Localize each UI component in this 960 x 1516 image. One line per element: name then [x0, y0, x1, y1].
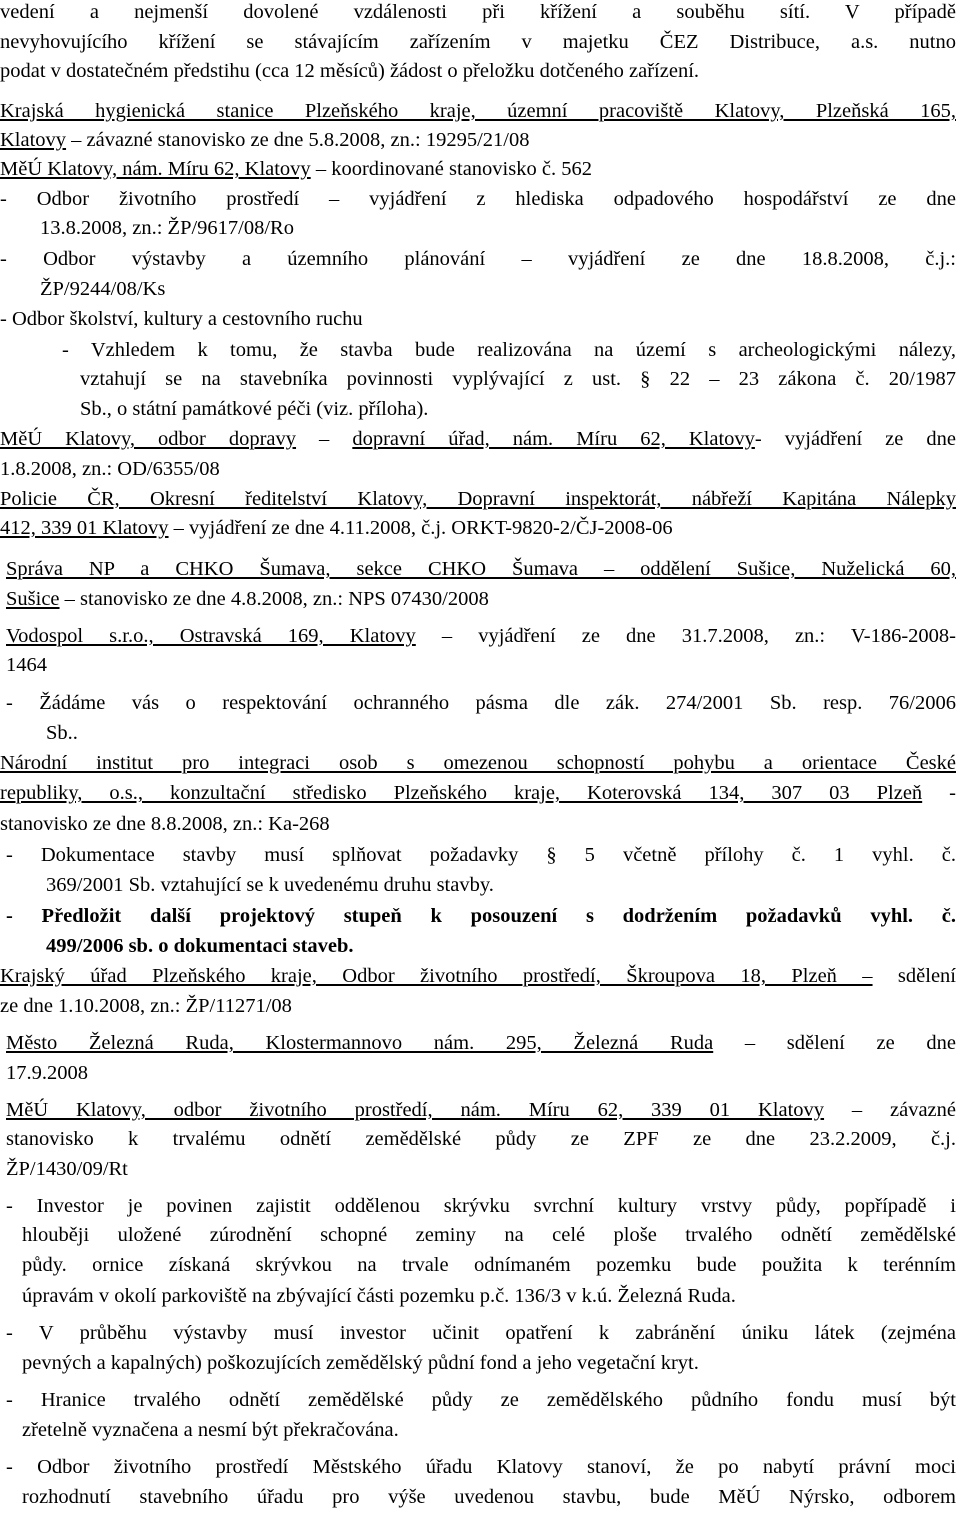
text-line: 1464	[6, 654, 47, 676]
text-line: MěÚ Klatovy, odbor životního prostředí, nám. Míru 62, 339 01 Klatovy – závazné	[6, 1099, 956, 1121]
text-line: Krajský úřad Plzeňského kraje, Odbor životního prostředí, Škroupova 18, Plzeň – sdělení	[0, 965, 956, 987]
text-line: - Odbor životního prostředí Městského úřadu Klatovy stanoví, že po nabytí právní moci	[6, 1456, 956, 1478]
text-line: - Hranice trvalého odnětí zemědělské půdy ze zemědělského půdního fondu musí být	[6, 1389, 956, 1411]
underlined-text: republiky, o.s., konzultační středisko Plzeňského kraje, Koterovská 134, 307 03 Plzeň	[0, 782, 923, 804]
text-line: pevných a kapalných) poškozujících zemědělský půdní fond a jeho vegetační kryt.	[22, 1352, 699, 1374]
text-line: - Odbor životního prostředí – vyjádření z hlediska odpadového hospodářství ze dne	[0, 188, 956, 210]
text-line: - Odbor výstavby a územního plánování – vyjádření ze dne 18.8.2008, č.j.:	[0, 248, 956, 270]
text-line: vztahují se na stavebníka povinnosti vyplývající z ust. § 22 – 23 zákona č. 20/1987	[80, 368, 956, 390]
text-line: stanovisko ze dne 8.8.2008, zn.: Ka-268	[0, 813, 330, 835]
text-line: hlouběji uložené zúrodnění schopné zeminy na celé ploše trvalého odnětí zemědělské	[22, 1224, 956, 1246]
underlined-text: Klatovy	[0, 129, 67, 151]
underlined-text: MěÚ Klatovy, odbor dopravy	[0, 428, 297, 450]
underlined-text: 412, 339 01 Klatovy	[0, 517, 169, 539]
underlined-text: Vodospol s.r.o., Ostravská 169, Klatovy	[6, 625, 416, 647]
underlined-text: Sušice	[6, 588, 60, 610]
text-line: ŽP/1430/09/Rt	[6, 1158, 128, 1180]
underlined-text: Správa NP a CHKO Šumava, sekce CHKO Šumava – oddělení Sušice, Nuželická 60,	[6, 558, 956, 580]
text-line	[0, 487, 960, 513]
text-line: - V průběhu výstavby musí investor učinit opatření k zabránění úniku látek (zejména	[6, 1322, 956, 1344]
text-line: Sušice – stanovisko ze dne 4.8.2008, zn.: NPS 07430/2008	[6, 588, 489, 610]
underlined-text: Krajská hygienická stanice Plzeňského kraje, územní pracoviště Klatovy, Plzeňská 165,	[0, 100, 956, 122]
text-line: nevyhovujícího křížení se stávajícím zařízením v majetku ČEZ Distribuce, a.s. nutno	[0, 31, 956, 53]
text-line: úpravám v okolí parkoviště na zbývající části pozemku p.č. 136/3 v k.ú. Železná Ruda.	[22, 1285, 736, 1307]
underlined-text: MěÚ Klatovy, nám. Míru 62, Klatovy	[0, 158, 311, 180]
text-line: 369/2001 Sb. vztahující se k uvedenému druhu stavby.	[46, 874, 494, 896]
underlined-text: dopravní úřad, nám. Míru 62, Klatovy	[352, 428, 755, 450]
underlined-text: Město Železná Ruda, Klostermannovo nám. 295, Železná Ruda	[6, 1032, 714, 1054]
text-line: vedení a nejmenší dovolené vzdálenosti při křížení a souběhu sítí. V případě	[0, 1, 956, 23]
text-line: půdy. ornice získaná skrývkou na trvale odnímaném pozemku bude použita k terénním	[22, 1254, 956, 1276]
text-line: - Vzhledem k tomu, že stavba bude realizována na území s archeologickými nálezy,	[62, 339, 956, 361]
text-line: Sb., o státní památkové péči (viz. příloha).	[80, 398, 429, 420]
text-line	[0, 751, 960, 777]
text-line: 13.8.2008, zn.: ŽP/9617/08/Ro	[40, 217, 294, 239]
text-line: ŽP/9244/08/Ks	[40, 278, 166, 300]
text-line: - Žádáme vás o respektování ochranného pásma dle zák. 274/2001 Sb. resp. 76/2006	[6, 692, 956, 714]
text-line: stanovisko k trvalému odnětí zemědělské půdy ze ZPF ze dne 23.2.2009, č.j.	[6, 1128, 956, 1150]
text-line: - Investor je povinen zajistit oddělenou skrývku svrchní kultury vrstvy půdy, popřípadě i	[6, 1195, 956, 1217]
underlined-text: Krajský úřad Plzeňského kraje, Odbor životního prostředí, Škroupova 18, Plzeň –	[0, 965, 873, 987]
text-line	[0, 557, 960, 583]
text-line: republiky, o.s., konzultační středisko Plzeňského kraje, Koterovská 134, 307 03 Plzeň -	[0, 782, 956, 804]
text-line: podat v dostatečném předstihu (cca 12 měsíců) žádost o přeložku dotčeného zařízení.	[0, 60, 700, 82]
text-line: - Odbor školství, kultury a cestovního ruchu	[0, 308, 363, 330]
text-line: Vodospol s.r.o., Ostravská 169, Klatovy – vyjádření ze dne 31.7.2008, zn.: V-186-2008-	[6, 625, 956, 647]
underlined-text: Policie ČR, Okresní ředitelství Klatovy, Dopravní inspektorát, nábřeží Kapitána Nálepky	[0, 488, 956, 510]
text-line: - Předložit další projektový stupeň k posouzení s dodržením požadavků vyhl. č.	[6, 905, 956, 927]
text-line: 499/2006 sb. o dokumentaci staveb.	[46, 935, 354, 957]
text-line: rozhodnutí stavebního úřadu pro výše uvedenou stavbu, bude MěÚ Nýrsko, odborem	[22, 1486, 956, 1508]
text-line: Sb..	[46, 722, 78, 744]
text-line: 17.9.2008	[6, 1062, 88, 1084]
text-line: MěÚ Klatovy, nám. Míru 62, Klatovy – koordinované stanovisko č. 562	[0, 158, 592, 180]
text-line: Město Železná Ruda, Klostermannovo nám. 295, Železná Ruda – sdělení ze dne	[6, 1032, 956, 1054]
text-line: - Dokumentace stavby musí splňovat požadavky § 5 včetně přílohy č. 1 vyhl. č.	[6, 844, 956, 866]
text-line: ze dne 1.10.2008, zn.: ŽP/11271/08	[0, 995, 292, 1017]
underlined-text: MěÚ Klatovy, odbor životního prostředí, nám. Míru 62, 339 01 Klatovy	[6, 1099, 825, 1121]
text-line	[0, 99, 960, 125]
text-line: 412, 339 01 Klatovy – vyjádření ze dne 4.11.2008, č.j. ORKT-9820-2/ČJ-2008-06	[0, 517, 673, 539]
text-line: 1.8.2008, zn.: OD/6355/08	[0, 458, 220, 480]
text-line: zřetelně vyznačena a nesmí být překračována.	[22, 1419, 399, 1441]
underlined-text: Národní institut pro integraci osob s omezenou schopností pohybu a orientace České	[0, 752, 956, 774]
text-line: Klatovy – závazné stanovisko ze dne 5.8.2008, zn.: 19295/21/08	[0, 129, 530, 151]
text-line: MěÚ Klatovy, odbor dopravy – dopravní úřad, nám. Míru 62, Klatovy- vyjádření ze dne	[0, 428, 956, 450]
